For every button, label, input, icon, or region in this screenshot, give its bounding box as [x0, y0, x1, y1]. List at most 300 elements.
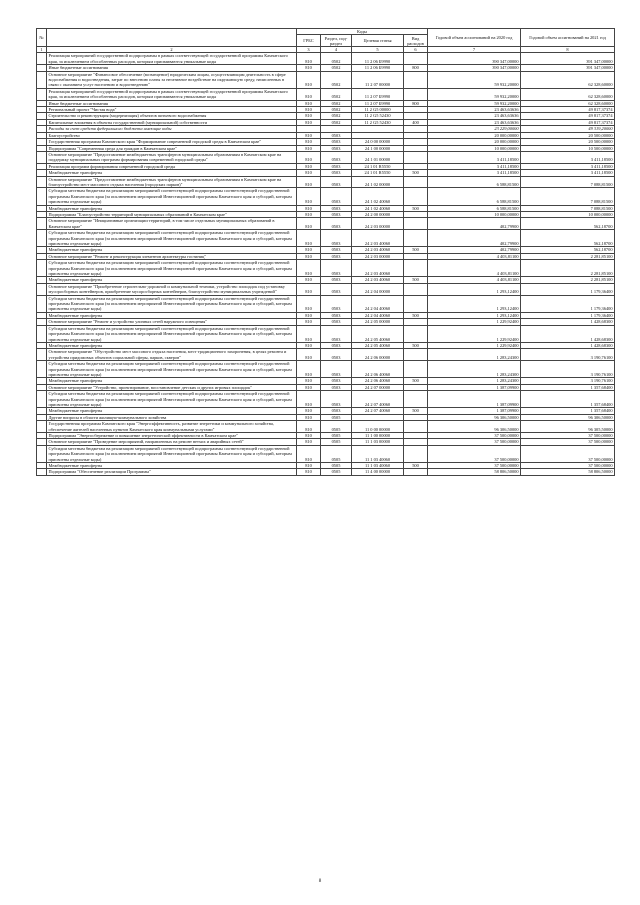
table-row: [37, 260, 615, 277]
cell-cs: 24 2 03 00000: [352, 218, 404, 230]
cell-vr: 800: [404, 65, 428, 71]
cell-rz: 0502: [321, 107, 352, 113]
cell-grbs: 810: [297, 463, 321, 469]
cell-cs: 11 2 G5 00000: [352, 107, 404, 113]
cell-name: Субсидии местным бюджетам на реализацию мероприятий соответствующей подпрограммы соответствующей государственной программы Камчатского края (за исключением мероприятий Инвестиционной программы Камчатского края и субсидий, которым присвоены отдельные коды): [47, 445, 297, 462]
cell-b: 3 190,76100: [521, 349, 615, 361]
cell-grbs: 810: [297, 71, 321, 88]
cell-a: 37 500,00000: [428, 445, 521, 462]
cell-b: 10 000,00000: [521, 211, 615, 217]
cell-a: 1 229,92400: [428, 325, 521, 342]
cell-a: 1 283,24300: [428, 361, 521, 378]
cell-a: 3 411,18500: [428, 170, 521, 176]
header-codes: Коды: [297, 29, 428, 35]
cell-b: 1 428,68300: [521, 319, 615, 325]
cell-cs: 24 2 06 00000: [352, 349, 404, 361]
cell-b: 391 347,00000: [521, 65, 615, 71]
cell-name: Расходы за счет средств федерального бюджета имеющие коды: [47, 126, 297, 132]
cell-rz: 0503: [321, 253, 352, 259]
cell-vr: [404, 71, 428, 88]
cell-grbs: 810: [297, 277, 321, 283]
cell-vr: 500: [404, 247, 428, 253]
cell-a: 402,79900: [428, 247, 521, 253]
cell-rz: 0503: [321, 361, 352, 378]
cell-no: [37, 421, 47, 433]
cell-b: 20 500,00000: [521, 132, 615, 138]
cell-name: Строительство и реконструкция (модернизация) объектов питьевого водоснабжения: [47, 113, 297, 119]
cell-a: 390 347,00000: [428, 65, 521, 71]
cell-no: [37, 88, 47, 100]
cell-grbs: 810: [297, 312, 321, 318]
cell-a: 1 293,12400: [428, 312, 521, 318]
table-row: [37, 88, 615, 100]
cell-b: 58 806,50000: [521, 469, 615, 475]
table-row: [37, 391, 615, 408]
cell-vr: [404, 151, 428, 163]
cell-name: Субсидии местным бюджетам на реализацию мероприятий соответствующей подпрограммы соответствующей государственной программы Камчатского края (за исключением мероприятий Инвестиционной программы Камчатского края и субсидий, которым присвоены отдельные коды): [47, 361, 297, 378]
cell-vr: [404, 445, 428, 462]
cell-name: Иные бюджетные ассигнования: [47, 65, 297, 71]
cell-cs: 11 1 00 00000: [352, 433, 404, 439]
cell-b: 1 357,68400: [521, 408, 615, 414]
cell-grbs: 810: [297, 260, 321, 277]
cell-a: 37 500,00000: [428, 463, 521, 469]
page-number: 8: [318, 879, 322, 884]
cell-rz: 0503: [321, 230, 352, 247]
cell-a: 402,79900: [428, 230, 521, 247]
cell-b: 62 328,60000: [521, 88, 615, 100]
cell-rz: 0503: [321, 378, 352, 384]
cell-vr: 500: [404, 378, 428, 384]
cell-b: 2 281,85100: [521, 253, 615, 259]
header-2020: Годовой объем ассигнований на 2020 год: [428, 29, 521, 47]
table-row: [37, 361, 615, 378]
cell-vr: 400: [404, 119, 428, 125]
cell-no: [37, 218, 47, 230]
cell-no: [37, 230, 47, 247]
cell-cs: 11 2 06 Б9990: [352, 65, 404, 71]
cell-vr: [404, 391, 428, 408]
cell-b: 20 500,00000: [521, 139, 615, 145]
cell-grbs: 810: [297, 65, 321, 71]
table-row: [37, 188, 615, 205]
cell-b: 1 179,36400: [521, 283, 615, 295]
cell-cs: 11 4 00 00000: [352, 469, 404, 475]
cell-cs: 11 1 03 00000: [352, 439, 404, 445]
cell-no: [37, 188, 47, 205]
cell-grbs: 810: [297, 88, 321, 100]
cell-name: Подпрограмма "Обеспечение реализации Программы": [47, 469, 297, 475]
cell-vr: 500: [404, 342, 428, 348]
cell-vr: [404, 230, 428, 247]
cell-b: 37 500,00000: [521, 439, 615, 445]
cell-rz: 0503: [321, 260, 352, 277]
cell-a: 6 588,81500: [428, 176, 521, 188]
cell-name: Межбюджетные трансферты: [47, 408, 297, 414]
cell-vr: 500: [404, 170, 428, 176]
cell-grbs: 810: [297, 139, 321, 145]
cell-grbs: 810: [297, 408, 321, 414]
cell-grbs: 810: [297, 107, 321, 113]
cell-b: 7 088,81500: [521, 205, 615, 211]
cell-cs: 24 2 03 40060: [352, 277, 404, 283]
cell-grbs: 810: [297, 469, 321, 475]
cell-a: 59 932,20000: [428, 88, 521, 100]
cell-name: Основное мероприятие "Финансовое обеспечение (возмещение) юридическим лицам, осуществляющим деятельность в сфере водоснабжения и водоотведения, затрат по внесению платы за негативное воздействие на окружающую среду, начисленных в связи с оказанием услуг населению и водоотведению": [47, 71, 297, 88]
cell-name: Реализация программ формирования современной городской среды: [47, 163, 297, 169]
cell-grbs: 810: [297, 283, 321, 295]
cell-vr: 500: [404, 408, 428, 414]
cell-b: 49 817,37374: [521, 113, 615, 119]
cell-rz: 0503: [321, 319, 352, 325]
cell-a: 4 403,81100: [428, 260, 521, 277]
column-numbers-row: 1 2 3 4 5 6 7 8: [37, 47, 615, 53]
cell-rz: 0503: [321, 188, 352, 205]
cell-a: 96 306,50000: [428, 421, 521, 433]
cell-a: 23 463,63636: [428, 113, 521, 119]
table-row: [37, 71, 615, 88]
table-row: [37, 469, 615, 475]
cell-rz: 0502: [321, 53, 352, 65]
cell-a: 1 387,09900: [428, 384, 521, 390]
cell-cs: 24 2 07 40060: [352, 391, 404, 408]
cell-a: 10 000,00000: [428, 145, 521, 151]
cell-cs: 11 1 03 40060: [352, 463, 404, 469]
cell-name: Региональный проект "Чистая вода": [47, 107, 297, 113]
cell-cs: 11 2 06 Б9990: [352, 53, 404, 65]
cell-no: [37, 349, 47, 361]
cell-b: 1 428,68300: [521, 342, 615, 348]
cell-grbs: 810: [297, 113, 321, 119]
cell-b: 37 500,00000: [521, 463, 615, 469]
cell-grbs: 810: [297, 378, 321, 384]
cell-cs: 24 2 04 40060: [352, 312, 404, 318]
cell-a: 1 229,92400: [428, 319, 521, 325]
cell-name: Подпрограмма "Благоустройство территорий муниципальных образований в Камчатском крае": [47, 211, 297, 217]
cell-a: 1 293,12400: [428, 283, 521, 295]
cell-cs: 24 2 07 00000: [352, 384, 404, 390]
cell-b: 49 319,20000: [521, 126, 615, 132]
cell-no: [37, 283, 47, 295]
cell-rz: 0503: [321, 163, 352, 169]
cell-a: 6 588,81500: [428, 205, 521, 211]
cell-no: [37, 260, 47, 277]
cell-vr: 800: [404, 100, 428, 106]
cell-b: 3 190,76100: [521, 378, 615, 384]
cell-no: [37, 71, 47, 88]
cell-vr: [404, 421, 428, 433]
cell-a: 390 347,00000: [428, 53, 521, 65]
cell-a: 1 229,92400: [428, 342, 521, 348]
cell-grbs: 810: [297, 439, 321, 445]
cell-grbs: 810: [297, 205, 321, 211]
table-row: [37, 421, 615, 433]
cell-name: Основное мероприятие "Проведение мероприятий, направленных на ремонт ветхих и аварийных сетей": [47, 439, 297, 445]
cell-name: Реализация мероприятий государственной подпрограммы в рамках соответствующей государственной программы Камчатского края, за исключением обособленных расходов, которым присваиваются уникальные коды: [47, 88, 297, 100]
cell-b: 562,18700: [521, 218, 615, 230]
cell-name: Основное мероприятие "Инициативные организации территорий, в том числе отдельных муниципальных образований в Камчатском крае": [47, 218, 297, 230]
cell-name: Субсидии местным бюджетам на реализацию мероприятий соответствующей подпрограммы соответствующей государственной программы Камчатского края (за исключением мероприятий Инвестиционной программы Камчатского края и субсидий, которым присвоены отдельные коды): [47, 391, 297, 408]
cell-cs: 24 2 03 40060: [352, 230, 404, 247]
cell-cs: 24 1 01 R5550: [352, 163, 404, 169]
cell-a: 4 403,81100: [428, 253, 521, 259]
cell-grbs: 810: [297, 295, 321, 312]
cell-a: 58 806,50000: [428, 469, 521, 475]
cell-rz: 0505: [321, 439, 352, 445]
table-body: [37, 53, 615, 475]
cell-cs: 24 2 06 40060: [352, 378, 404, 384]
cell-b: 3 411,18500: [521, 151, 615, 163]
cell-a: 1 293,12400: [428, 295, 521, 312]
cell-cs: 24 2 04 00000: [352, 283, 404, 295]
cell-name: Межбюджетные трансферты: [47, 342, 297, 348]
cell-vr: 500: [404, 205, 428, 211]
cell-cs: 24 2 05 40060: [352, 342, 404, 348]
cell-rz: 0505: [321, 463, 352, 469]
cell-name: Иные бюджетные ассигнования: [47, 100, 297, 106]
cell-grbs: 810: [297, 325, 321, 342]
cell-vr: [404, 260, 428, 277]
cell-b: 1 179,36400: [521, 295, 615, 312]
cell-name: Основное мероприятие "Предоставление межбюджетных трансфертов муниципальным образованиям в Камчатском крае на поддержку муниципальных программ формирования современной городской среды": [47, 151, 297, 163]
table-row: [37, 176, 615, 188]
cell-a: 37 500,00000: [428, 439, 521, 445]
cell-grbs: 810: [297, 433, 321, 439]
cell-vr: [404, 361, 428, 378]
cell-vr: 500: [404, 277, 428, 283]
cell-no: [37, 469, 47, 475]
cell-cs: 24 2 05 40060: [352, 325, 404, 342]
cell-rz: 0503: [321, 295, 352, 312]
cell-grbs: 810: [297, 247, 321, 253]
cell-b: 37 500,00000: [521, 445, 615, 462]
cell-grbs: 810: [297, 384, 321, 390]
cell-grbs: 810: [297, 119, 321, 125]
cell-b: 49 817,37374: [521, 119, 615, 125]
cell-b: 96 305,50000: [521, 421, 615, 433]
cell-grbs: 810: [297, 391, 321, 408]
header-no: №: [37, 29, 47, 47]
cell-rz: 0503: [321, 145, 352, 151]
cell-cs: 24 1 01 00000: [352, 151, 404, 163]
table-row: [37, 325, 615, 342]
cell-rz: 0503: [321, 277, 352, 283]
cell-a: 4 403,81100: [428, 277, 521, 283]
cell-rz: 0503: [321, 218, 352, 230]
cell-name: Государственная программа Камчатского края "Формирование современной городской среды в Камчатском крае": [47, 139, 297, 145]
cell-a: 20 000,00000: [428, 139, 521, 145]
cell-rz: 0503: [321, 312, 352, 318]
cell-rz: 0503: [321, 408, 352, 414]
cell-vr: [404, 176, 428, 188]
cell-a: 23 463,63636: [428, 119, 521, 125]
cell-cs: 11 2 G5 52430: [352, 119, 404, 125]
cell-rz: 0502: [321, 119, 352, 125]
cell-a: 3 411,18500: [428, 163, 521, 169]
cell-a: 1 283,24300: [428, 349, 521, 361]
cell-vr: [404, 295, 428, 312]
cell-a: 59 932,20000: [428, 71, 521, 88]
cell-rz: 0503: [321, 205, 352, 211]
cell-name: Межбюджетные трансферты: [47, 247, 297, 253]
cell-name: Межбюджетные трансферты: [47, 312, 297, 318]
cell-name: Реализация мероприятий государственной подпрограммы в рамках соответствующей государственной программы Камчатского края, за исключением обособленных расходов, которым присваиваются уникальные коды: [47, 53, 297, 65]
cell-cs: 24 2 03 00000: [352, 253, 404, 259]
cell-grbs: 810: [297, 151, 321, 163]
cell-cs: 24 2 07 40060: [352, 408, 404, 414]
cell-b: 62 328,60000: [521, 71, 615, 88]
table-row: [37, 283, 615, 295]
cell-b: 2 281,85100: [521, 277, 615, 283]
cell-b: 10 500,00000: [521, 145, 615, 151]
cell-vr: [404, 88, 428, 100]
cell-rz: 0503: [321, 247, 352, 253]
cell-name: Субсидии местным бюджетам на реализацию мероприятий соответствующей подпрограммы соответствующей государственной программы Камчатского края (за исключением мероприятий Инвестиционной программы Камчатского края и субсидий, которым присвоены отдельные коды): [47, 260, 297, 277]
cell-rz: 0503: [321, 151, 352, 163]
cell-a: 6 588,81500: [428, 188, 521, 205]
cell-cs: 24 1 02 40060: [352, 205, 404, 211]
cell-b: 3 190,76100: [521, 361, 615, 378]
cell-cs: 24 1 00 00000: [352, 145, 404, 151]
cell-rz: 0503: [321, 283, 352, 295]
cell-name: Межбюджетные трансферты: [47, 205, 297, 211]
cell-a: 23 229,00000: [428, 126, 521, 132]
cell-grbs: 810: [297, 421, 321, 433]
cell-grbs: 810: [297, 132, 321, 138]
table-row: [37, 349, 615, 361]
cell-name: Основное мероприятие "Ремонт и реконструкция элементов архитектуры гостиниц": [47, 253, 297, 259]
cell-grbs: 810: [297, 253, 321, 259]
cell-b: 7 088,81500: [521, 176, 615, 188]
table-row: [37, 295, 615, 312]
cell-name: Основное мероприятие "Обустройство мест массового отдыха населения, мест традиционного захоронения, в целях ремонта и устройства придомовых объектов социальной сферы, парков, скверов": [47, 349, 297, 361]
cell-rz: 0503: [321, 139, 352, 145]
cell-vr: 500: [404, 312, 428, 318]
cell-name: Подпрограмма "Энергосбережение и повышение энергетической эффективности в Камчатском крае": [47, 433, 297, 439]
cell-rz: 0505: [321, 469, 352, 475]
cell-b: 96 306,50000: [521, 414, 615, 420]
cell-cs: 24 0 00 00000: [352, 139, 404, 145]
cell-cs: 11 2 07 Б9990: [352, 100, 404, 106]
cell-cs: 11 0 00 00000: [352, 421, 404, 433]
cell-a: 37 500,00000: [428, 433, 521, 439]
cell-name: Межбюджетные трансферты: [47, 463, 297, 469]
cell-b: 1 357,68400: [521, 384, 615, 390]
cell-b: 391 347,00000: [521, 53, 615, 65]
cell-a: 3 411,18500: [428, 151, 521, 163]
cell-cs: 24 2 03 40060: [352, 260, 404, 277]
table-row: [37, 445, 615, 462]
cell-no: [37, 391, 47, 408]
header-statya: Целевая статья: [352, 35, 404, 47]
cell-rz: 0505: [321, 414, 352, 420]
cell-a: 402,79900: [428, 218, 521, 230]
table-row: [37, 151, 615, 163]
cell-vr: [404, 469, 428, 475]
cell-cs: 24 2 03 40060: [352, 247, 404, 253]
cell-b: 2 281,85100: [521, 260, 615, 277]
cell-name: Капитальные вложения в объекты государственной (муниципальной) собственности: [47, 119, 297, 125]
cell-cs: 24 1 02 40060: [352, 188, 404, 205]
cell-no: [37, 53, 47, 65]
cell-cs: 11 1 03 40060: [352, 445, 404, 462]
cell-grbs: 810: [297, 230, 321, 247]
cell-rz: 0503: [321, 349, 352, 361]
cell-rz: 0503: [321, 170, 352, 176]
cell-b: 3 411,18500: [521, 163, 615, 169]
cell-name: Благоустройство: [47, 132, 297, 138]
cell-rz: 0502: [321, 65, 352, 71]
cell-vr: [404, 283, 428, 295]
cell-cs: 11 2 07 00000: [352, 71, 404, 88]
cell-grbs: 810: [297, 163, 321, 169]
cell-name: Подпрограмма "Современная среда для граждан в Камчатском крае": [47, 145, 297, 151]
table-row: [37, 53, 615, 65]
cell-grbs: 810: [297, 188, 321, 205]
cell-vr: [404, 218, 428, 230]
cell-grbs: 810: [297, 170, 321, 176]
cell-a: 10 000,00000: [428, 211, 521, 217]
cell-grbs: 810: [297, 361, 321, 378]
cell-no: [37, 445, 47, 462]
cell-grbs: 810: [297, 176, 321, 188]
cell-rz: 0503: [321, 132, 352, 138]
cell-grbs: 810: [297, 319, 321, 325]
cell-b: 562,18700: [521, 247, 615, 253]
cell-no: [37, 361, 47, 378]
cell-rz: 0505: [321, 433, 352, 439]
cell-b: 49 817,37374: [521, 107, 615, 113]
cell-cs: 24 2 06 40060: [352, 361, 404, 378]
cell-rz: 0505: [321, 445, 352, 462]
cell-rz: 0503: [321, 384, 352, 390]
cell-rz: 0502: [321, 100, 352, 106]
cell-name: Субсидии местным бюджетам на реализацию мероприятий соответствующей подпрограммы соответствующей государственной программы Камчатского края (за исключением мероприятий Инвестиционной программы Камчатского края и субсидий, которым присвоены отдельные коды): [47, 188, 297, 205]
cell-b: 1 179,36400: [521, 312, 615, 318]
cell-name: Межбюджетные трансферты: [47, 170, 297, 176]
cell-a: 1 387,09900: [428, 408, 521, 414]
cell-no: [37, 325, 47, 342]
cell-name: Субсидии местным бюджетам на реализацию мероприятий соответствующей подпрограммы соответствующей государственной программы Камчатского края (за исключением мероприятий Инвестиционной программы Камчатского края и субсидий, которым присвоены отдельные коды): [47, 325, 297, 342]
cell-rz: 0503: [321, 211, 352, 217]
cell-vr: [404, 349, 428, 361]
cell-b: 1 357,68400: [521, 391, 615, 408]
cell-cs: 11 2 G5 52430: [352, 113, 404, 119]
cell-name: Другие вопросы в области жилищно-коммунального хозяйства: [47, 414, 297, 420]
cell-grbs: 810: [297, 100, 321, 106]
table-row: [37, 230, 615, 247]
cell-name: Основное мероприятие "Приобретение строительно-дорожной и коммунальной техники, устройство площадок под установку мусоросборных контейнеров, приобретение мусоросборных контейнеров, благоустройство муниципальных учреждений": [47, 283, 297, 295]
cell-cs: 24 2 05 00000: [352, 319, 404, 325]
cell-grbs: 810: [297, 145, 321, 151]
cell-a: 20 000,00000: [428, 132, 521, 138]
cell-no: [37, 295, 47, 312]
cell-vr: 500: [404, 463, 428, 469]
header-grbs: ГРБС: [297, 35, 321, 47]
cell-rz: 0503: [321, 176, 352, 188]
cell-b: 62 328,60000: [521, 100, 615, 106]
cell-a: 23 463,63636: [428, 107, 521, 113]
table-row: [37, 218, 615, 230]
cell-rz: 0502: [321, 71, 352, 88]
cell-name: Государственная программа Камчатского края "Энергоэффективность, развитие энергетики и коммунального хозяйства, обеспечение жителей населенных пунктов Камчатского края коммунальными услугами": [47, 421, 297, 433]
cell-grbs: 810: [297, 414, 321, 420]
cell-name: Межбюджетные трансферты: [47, 378, 297, 384]
cell-name: Основное мероприятие "Предоставление межбюджетных трансфертов муниципальным образованиям в Камчатском крае на благоустройство мест массового отдыха населения (городских парков)": [47, 176, 297, 188]
header-name: [47, 29, 297, 47]
cell-b: 3 411,18500: [521, 170, 615, 176]
cell-cs: 24 1 02 00000: [352, 176, 404, 188]
